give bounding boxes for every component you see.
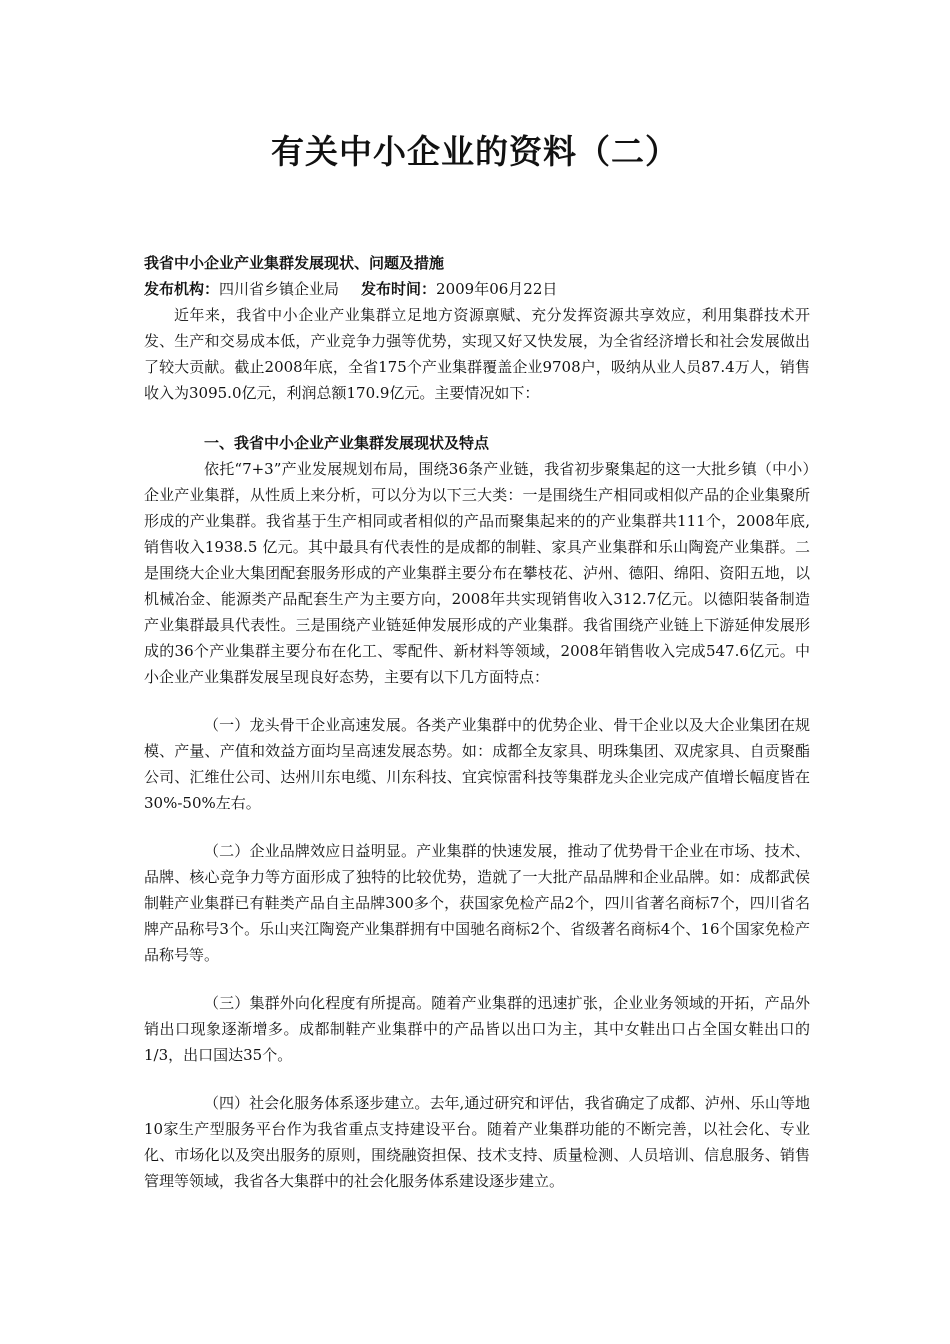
- point-paragraph-1: （一）龙头骨干企业高速发展。各类产业集群中的优势企业、骨干企业以及大企业集团在规模、产量、产值和效益方面均呈高速发展态势。如：成都全友家具、明珠集团、双虎家具、自贡聚酯公司、汇维仕公司、达州川东电缆、川东科技、宜宾惊雷科技等集群龙头企业完成产值增长幅度皆在30%-50%左右。: [144, 716, 810, 812]
- intro-paragraph: 近年来，我省中小企业产业集群立足地方资源禀赋、充分发挥资源共享效应，利用集群技术开发、生产和交易成本低，产业竞争力强等优势，实现又好又快发展，为全省经济增长和社会发展做出了较大贡献。截止2008年底，全省175个产业集群覆盖企业9708户，吸纳从业人员87.4万人，销售收入为3095.0亿元，利润总额170.9亿元。主要情况如下：: [144, 306, 810, 402]
- article-subtitle: 我省中小企业产业集群发展现状、问题及措施: [144, 254, 445, 272]
- section-heading: 一、我省中小企业产业集群发展现状及特点: [204, 434, 490, 452]
- point-paragraph-2: （二）企业品牌效应日益明显。产业集群的快速发展，推动了优势骨干企业在市场、技术、品牌、核心竞争力等方面形成了独特的比较优势，造就了一大批产品品牌和企业品牌。如：成都武侯制鞋产业集群已有鞋类产品自主品牌300多个，获国家免检产品2个，四川省著名商标7个，四川省名牌产品称号3个。乐山夹江陶瓷产业集群拥有中国驰名商标2个、省级著名商标4个、16个国家免检产品称号等。: [144, 842, 810, 964]
- publisher-label: 发布机构：: [144, 280, 220, 298]
- publisher-value: 四川省乡镇企业局: [219, 280, 340, 298]
- article-meta: [144, 276, 810, 302]
- date-value: 2009年06月22日: [436, 280, 558, 298]
- point-paragraph-4: （四）社会化服务体系逐步建立。去年,通过研究和评估，我省确定了成都、泸州、乐山等地10家生产型服务平台作为我省重点支持建设平台。随着产业集群功能的不断完善，以社会化、专业化、市场化以及突出服务的原则，围绕融资担保、技术支持、质量检测、人员培训、信息服务、销售管理等领域，我省各大集群中的社会化服务体系建设逐步建立。: [144, 1094, 810, 1190]
- point-paragraph-3: （三）集群外向化程度有所提高。随着产业集群的迅速扩张，企业业务领域的开拓，产品外销出口现象逐渐增多。成都制鞋产业集群中的产品皆以出口为主，其中女鞋出口占全国女鞋出口的1/3，出口国达35个。: [144, 994, 810, 1064]
- section-paragraph: 依托“7+3”产业发展规划布局，围绕36条产业链，我省初步聚集起的这一大批乡镇（中小）企业产业集群，从性质上来分析，可以分为以下三大类：一是围绕生产相同或相似产品的企业集聚所形成的产业集群。我省基于生产相同或者相似的产品而聚集起来的的产业集群共111个，2008年底,销售收入1938.5 亿元。其中最具有代表性的是成都的制鞋、家具产业集群和乐山陶瓷产业集群。二是围绕大企业大集团配套服务形成的产业集群主要分布在攀枝花、泸州、德阳、绵阳、资阳五地，以机械冶金、能源类产品配套生产为主要方向，2008年共实现销售收入312.7亿元。以德阳装备制造产业集群最具代表性。三是围绕产业链延伸发展形成的产业集群。我省围绕产业链上下游延伸发展形成的36个产业集群主要分布在化工、零配件、新材料等领域，2008年销售收入完成547.6亿元。中小企业产业集群发展呈现良好态势，主要有以下几方面特点：: [144, 460, 810, 686]
- page-title: 有关中小企业的资料（二）: [271, 132, 679, 171]
- date-label: 发布时间：: [361, 280, 437, 298]
- document-body: [144, 250, 810, 1194]
